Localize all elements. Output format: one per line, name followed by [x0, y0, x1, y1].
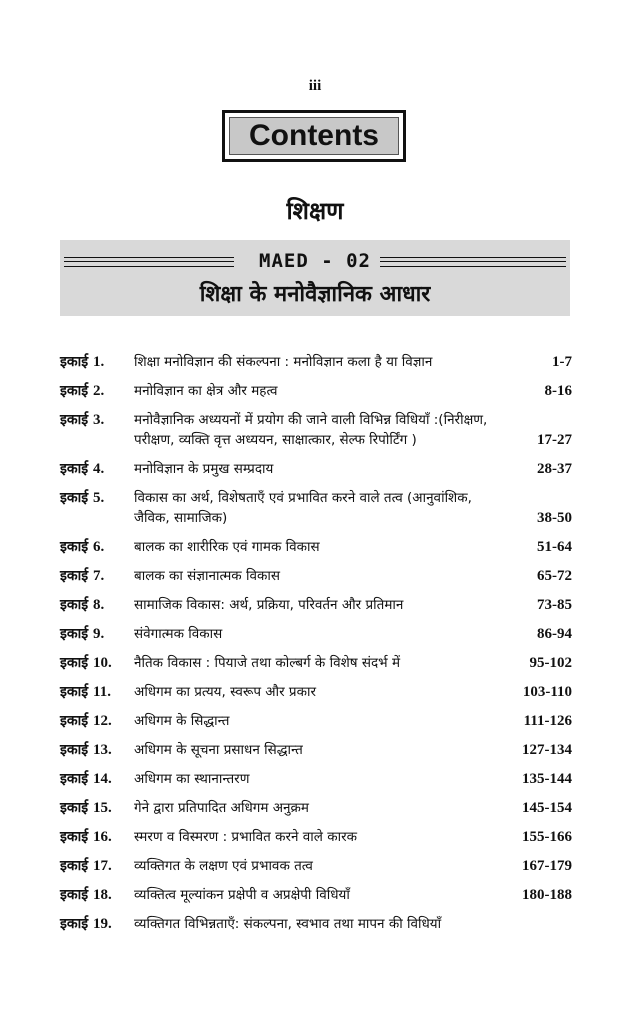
- toc-pages: 127-134: [522, 742, 572, 758]
- toc-entry[interactable]: [60, 624, 572, 644]
- toc-unit-label: [60, 488, 122, 508]
- unit-number: 18.: [93, 887, 112, 903]
- unit-word: इकाई: [60, 655, 89, 671]
- toc-entry[interactable]: [60, 740, 572, 760]
- toc-entry[interactable]: [60, 914, 572, 934]
- toc-title: अधिगम के सिद्धान्त: [134, 713, 230, 729]
- toc-entry[interactable]: [60, 856, 572, 876]
- unit-number: 3.: [93, 412, 105, 428]
- toc-pages: 38-50: [537, 510, 572, 526]
- unit-number: 8.: [93, 597, 105, 613]
- toc-entry[interactable]: [60, 769, 572, 789]
- toc-entry[interactable]: [60, 537, 572, 557]
- unit-number: 5.: [93, 490, 105, 506]
- toc-unit-label: [60, 914, 122, 934]
- toc-title: अधिगम के सूचना प्रसाधन सिद्धान्त: [134, 742, 303, 758]
- toc-pages: 8-16: [544, 383, 572, 399]
- toc-title: विकास का अर्थ, विशेषताएँ एवं प्रभावित करने वाले तत्व (आनुवांशिक, जैविक, सामाजिक): [134, 490, 472, 526]
- contents-heading: Contents: [229, 117, 399, 155]
- unit-number: 12.: [93, 713, 112, 729]
- unit-number: 17.: [93, 858, 112, 874]
- unit-word: इकाई: [60, 916, 89, 932]
- toc-title: मनोविज्ञान के प्रमुख सम्प्रदाय: [134, 461, 274, 477]
- toc-unit-label: [60, 381, 122, 401]
- unit-number: 9.: [93, 626, 105, 642]
- toc-pages: 145-154: [522, 800, 572, 816]
- toc-title: सामाजिक विकास: अर्थ, प्रक्रिया, परिवर्तन और प्रतिमान: [134, 597, 404, 613]
- toc-unit-label: [60, 682, 122, 702]
- toc-entry[interactable]: [60, 798, 572, 818]
- table-of-contents: [60, 352, 572, 943]
- toc-unit-label: [60, 827, 122, 847]
- toc-unit-label: [60, 653, 122, 673]
- unit-word: इकाई: [60, 829, 89, 845]
- unit-word: इकाई: [60, 684, 89, 700]
- toc-entry[interactable]: [60, 459, 572, 479]
- unit-word: इकाई: [60, 858, 89, 874]
- toc-entry[interactable]: [60, 653, 572, 673]
- toc-title: शिक्षा मनोविज्ञान की संकल्पना : मनोविज्ञान कला है या विज्ञान: [134, 354, 433, 370]
- toc-entry[interactable]: [60, 488, 572, 528]
- toc-pages: 65-72: [537, 568, 572, 584]
- page-number: iii: [308, 78, 322, 94]
- toc-pages: 95-102: [529, 655, 572, 671]
- toc-unit-label: [60, 566, 122, 586]
- toc-title: अधिगम का स्थानान्तरण: [134, 771, 250, 787]
- toc-pages: 28-37: [537, 461, 572, 477]
- course-banner: [60, 240, 570, 316]
- unit-number: 1.: [93, 354, 105, 370]
- toc-title: अधिगम का प्रत्यय, स्वरूप और प्रकार: [134, 684, 316, 700]
- toc-pages: 103-110: [522, 684, 572, 700]
- toc-unit-label: [60, 459, 122, 479]
- toc-unit-label: [60, 537, 122, 557]
- toc-unit-label: [60, 769, 122, 789]
- toc-unit-label: [60, 798, 122, 818]
- toc-unit-label: [60, 740, 122, 760]
- unit-number: 10.: [93, 655, 112, 671]
- toc-pages: 167-179: [522, 858, 572, 874]
- unit-word: इकाई: [60, 597, 89, 613]
- toc-unit-label: [60, 352, 122, 372]
- toc-entry[interactable]: [60, 885, 572, 905]
- toc-pages: 73-85: [537, 597, 572, 613]
- unit-number: 16.: [93, 829, 112, 845]
- unit-word: इकाई: [60, 742, 89, 758]
- unit-word: इकाई: [60, 771, 89, 787]
- toc-pages: 180-188: [522, 887, 572, 903]
- toc-unit-label: [60, 856, 122, 876]
- toc-pages: 1-7: [552, 354, 572, 370]
- toc-entry[interactable]: [60, 682, 572, 702]
- unit-number: 2.: [93, 383, 105, 399]
- unit-word: इकाई: [60, 568, 89, 584]
- toc-title: बालक का शारीरिक एवं गामक विकास: [134, 539, 320, 555]
- unit-word: इकाई: [60, 461, 89, 477]
- toc-title: व्यक्तित्व मूल्यांकन प्रक्षेपी व अप्रक्षेपी विधियाँ: [134, 887, 350, 903]
- toc-pages: 135-144: [522, 771, 572, 787]
- unit-number: 4.: [93, 461, 105, 477]
- unit-number: 14.: [93, 771, 112, 787]
- toc-pages: 51-64: [537, 539, 572, 555]
- toc-title: गेने द्वारा प्रतिपादित अधिगम अनुक्रम: [134, 800, 309, 816]
- toc-title: व्यक्तिगत के लक्षण एवं प्रभावक तत्व: [134, 858, 313, 874]
- unit-word: इकाई: [60, 412, 89, 428]
- toc-title: संवेगात्मक विकास: [134, 626, 223, 642]
- unit-number: 19.: [93, 916, 112, 932]
- toc-unit-label: [60, 711, 122, 731]
- course-title: शिक्षा के मनोवैज्ञानिक आधार: [199, 282, 431, 307]
- toc-title: व्यक्तिगत विभिन्नताएँ: संकल्पना, स्वभाव तथा मापन की विधियाँ: [134, 916, 442, 932]
- toc-unit-label: [60, 624, 122, 644]
- unit-number: 13.: [93, 742, 112, 758]
- toc-title: नैतिक विकास : पियाजे तथा कोल्बर्ग के विशेष संदर्भ में: [134, 655, 401, 671]
- course-code: MAED - 02: [251, 250, 379, 272]
- toc-unit-label: [60, 885, 122, 905]
- unit-word: इकाई: [60, 800, 89, 816]
- toc-title: स्मरण व विस्मरण : प्रभावित करने वाले कारक: [134, 829, 357, 845]
- unit-word: इकाई: [60, 713, 89, 729]
- toc-entry[interactable]: [60, 711, 572, 731]
- toc-title: बालक का संज्ञानात्मक विकास: [134, 568, 280, 584]
- toc-entry[interactable]: [60, 410, 572, 450]
- contents-heading-box: [222, 110, 406, 162]
- toc-pages: 155-166: [522, 829, 572, 845]
- toc-title: मनोवैज्ञानिक अध्ययनों में प्रयोग की जाने वाली विभिन्न विधियाँ :(निरीक्षण, परीक्षण, व्यक्ति वृत्त अध्ययन, साक्षात्कार, सेल्फ रिपोर्टिंग ): [134, 412, 488, 448]
- unit-number: 6.: [93, 539, 105, 555]
- unit-word: इकाई: [60, 490, 89, 506]
- toc-title: मनोविज्ञान का क्षेत्र और महत्व: [134, 383, 278, 399]
- toc-pages: 111-126: [523, 713, 572, 729]
- toc-unit-label: [60, 595, 122, 615]
- unit-number: 11.: [93, 684, 111, 700]
- unit-number: 15.: [93, 800, 112, 816]
- toc-entry[interactable]: [60, 381, 572, 401]
- toc-unit-label: [60, 410, 122, 430]
- unit-word: इकाई: [60, 626, 89, 642]
- toc-entry[interactable]: [60, 595, 572, 615]
- toc-pages: 86-94: [537, 626, 572, 642]
- unit-word: इकाई: [60, 539, 89, 555]
- toc-entry[interactable]: [60, 352, 572, 372]
- toc-entry[interactable]: [60, 827, 572, 847]
- toc-entry[interactable]: [60, 566, 572, 586]
- unit-word: इकाई: [60, 383, 89, 399]
- subject-heading: शिक्षण: [286, 197, 344, 225]
- unit-number: 7.: [93, 568, 105, 584]
- unit-word: इकाई: [60, 887, 89, 903]
- unit-word: इकाई: [60, 354, 89, 370]
- toc-pages: 17-27: [537, 432, 572, 448]
